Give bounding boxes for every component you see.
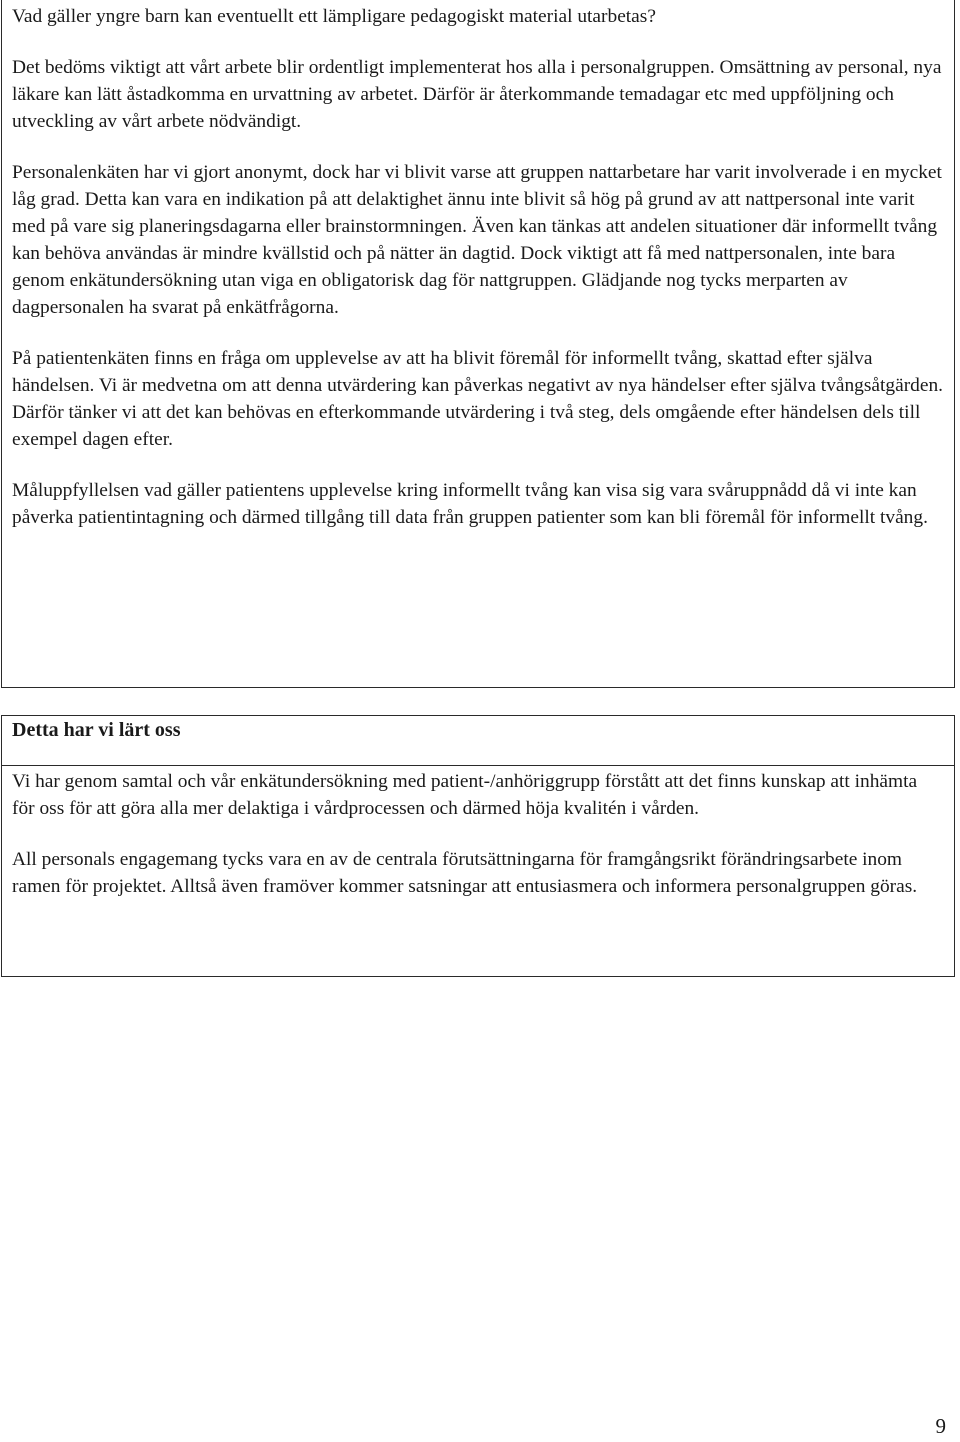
text-box-learned (1, 765, 955, 977)
section-header-box (1, 715, 955, 766)
paragraph-goal-fulfillment: Måluppfyllelsen vad gäller patientens upplevelse kring informellt tvång kan visa sig vara svåruppnådd då vi inte kan påverka patientintagning och därmed tillgång till data från gruppen patienter som kan bli föremål för informellt tvång. (12, 480, 928, 528)
paragraph-implementation: Det bedöms viktigt att vårt arbete blir ordentligt implementerat hos alla i personalgruppen. Omsättning av personal, nya läkare kan lätt åstadkomma en urvattning av arbetet. Därför är återkommande temadagar etc med uppföljning och utveckling av vårt arbete nödvändigt. (12, 57, 942, 132)
paragraph-younger-children: Vad gäller yngre barn kan eventuellt ett lämpligare pedagogiskt material utarbetas? (12, 6, 656, 27)
page-number: 9 (935, 1414, 946, 1438)
paragraph-engagement: All personals engagemang tycks vara en av de centrala förutsättningarna för framgångsrikt förändringsarbete inom ramen för projektet. Alltså även framöver kommer satsningar att entusiasmera och informera personalgruppen göras. (12, 849, 918, 897)
paragraph-patient-survey: På patientenkäten finns en fråga om upplevelse av att ha blivit föremål för informellt tvång, skattad efter själva händelsen. Vi är medvetna om att denna utvärdering kan påverkas negativt av nya händelser efter själva tvångsåtgärden. Därför tänker vi att det kan behövas en efterkommande utvärdering i två steg, dels omgående efter händelsen dels till exempel dagen efter. (12, 348, 944, 450)
text-box-evaluation (1, 0, 955, 688)
paragraph-staff-survey: Personalenkäten har vi gjort anonymt, dock har vi blivit varse att gruppen nattarbetare har varit involverade i en mycket låg grad. Detta kan vara en indikation på att delaktighet ännu inte blivit så hög på grund av att nattpersonal inte varit med på vare sig planeringsdagarna eller brainstormningen. Även kan tänkas att andelen situationer där informellt tvång kan behöva användas är mindre kvällstid och på nätter än dagtid. Dock viktigt att få med nattpersonalen, inte bara genom enkätundersökning utan viga en obligatorisk dag för nattgruppen. Glädjande nog tycks merparten av dagpersonalen ha svarat på enkätfrågorna. (12, 162, 942, 318)
section-title-learned: Detta har vi lärt oss (12, 719, 181, 741)
paragraph-knowledge: Vi har genom samtal och vår enkätundersökning med patient-/anhöriggrupp förstått att det finns kunskap att inhämta för oss för att göra alla mer delaktiga i vårdprocessen och därmed höja kvalitén i vården. (12, 771, 918, 819)
